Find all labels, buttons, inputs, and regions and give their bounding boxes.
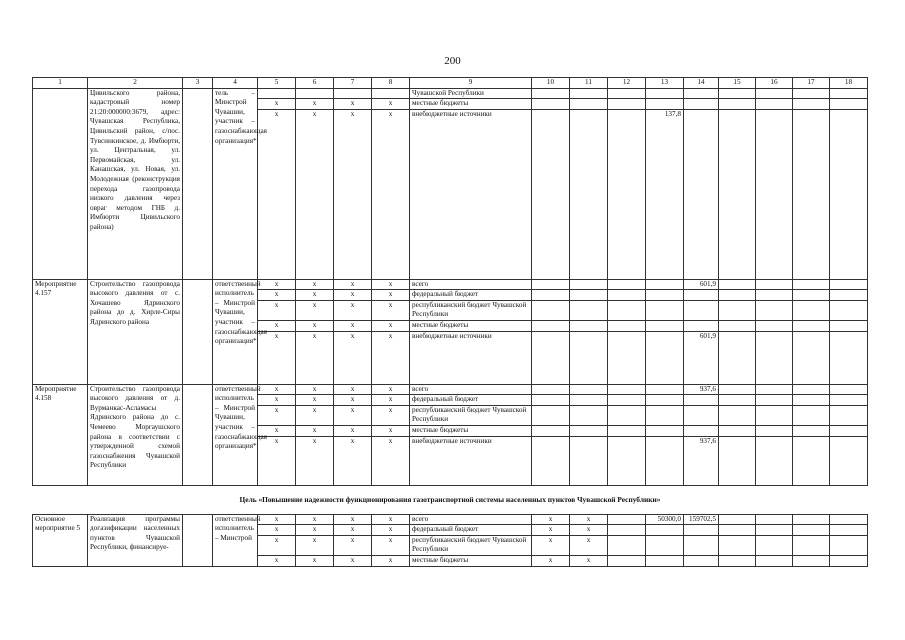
cell — [684, 88, 719, 99]
cell: x — [296, 425, 334, 436]
cell — [646, 300, 684, 320]
cell — [793, 279, 830, 290]
cell: x — [372, 436, 410, 485]
col-header: 13 — [646, 78, 684, 89]
cell — [830, 436, 868, 485]
cell — [793, 88, 830, 99]
empty-cell — [183, 88, 213, 279]
cell: x — [258, 405, 296, 425]
cell — [719, 331, 756, 384]
cell: x — [258, 535, 296, 555]
measure-number: Основное мероприятие 5 — [33, 514, 88, 566]
cell: x — [570, 525, 608, 536]
cell: x — [372, 279, 410, 290]
cell — [719, 514, 756, 525]
cell — [684, 109, 719, 279]
col-header: 12 — [608, 78, 646, 89]
funding-source: внебюджетные источники — [410, 436, 532, 485]
col-header: 10 — [532, 78, 570, 89]
cell — [830, 88, 868, 99]
cell — [532, 88, 570, 99]
cell — [608, 384, 646, 395]
cell — [756, 436, 793, 485]
cell — [830, 405, 868, 425]
cell: x — [258, 555, 296, 566]
cell: x — [372, 300, 410, 320]
empty-cell — [183, 384, 213, 485]
cell: x — [334, 555, 372, 566]
cell: x — [570, 514, 608, 525]
cell — [646, 555, 684, 566]
cell — [608, 514, 646, 525]
cell — [830, 555, 868, 566]
cell — [756, 320, 793, 331]
cell: x — [372, 535, 410, 555]
col-header: 8 — [372, 78, 410, 89]
cell — [608, 300, 646, 320]
cell — [570, 88, 608, 99]
cell: x — [258, 300, 296, 320]
cell: x — [532, 555, 570, 566]
cell: x — [296, 535, 334, 555]
cell — [532, 425, 570, 436]
cell: x — [296, 395, 334, 406]
cell — [532, 279, 570, 290]
col-header: 2 — [88, 78, 183, 89]
col-header: 14 — [684, 78, 719, 89]
cell — [684, 555, 719, 566]
cell: x — [334, 405, 372, 425]
cell — [608, 535, 646, 555]
cell — [756, 290, 793, 301]
cell: x — [296, 320, 334, 331]
cell — [646, 535, 684, 555]
cell — [646, 279, 684, 290]
cell — [830, 514, 868, 525]
col-header: 9 — [410, 78, 532, 89]
cell — [719, 279, 756, 290]
cell — [756, 109, 793, 279]
cell — [719, 535, 756, 555]
cell: x — [296, 384, 334, 395]
cell — [646, 405, 684, 425]
responsible-executor: ответственный исполнитель – Минстрой Чувашии, участник – газоснабжающая организация* — [213, 279, 258, 384]
cell — [570, 320, 608, 331]
cell — [532, 384, 570, 395]
cell — [756, 514, 793, 525]
cell — [793, 425, 830, 436]
cell: x — [532, 514, 570, 525]
budget-table — [32, 77, 868, 567]
funding-source: местные бюджеты — [410, 425, 532, 436]
cell — [608, 99, 646, 110]
cell: x — [296, 405, 334, 425]
funding-source: местные бюджеты — [410, 99, 532, 110]
funding-source: республиканский бюджет Чувашской Республики — [410, 535, 532, 555]
cell — [646, 290, 684, 301]
cell — [719, 525, 756, 536]
cell: x — [372, 514, 410, 525]
measure-description: Строительство газопровода высокого давления от д. Вурманкас-Асламасы Ядринского района до с. Чемеево Моргаушского района в соответствии с утвержденной схемой газоснабжения Чувашской Республики — [88, 384, 183, 485]
table-row — [33, 514, 868, 525]
cell — [756, 300, 793, 320]
cell: x — [372, 384, 410, 395]
cell: x — [258, 525, 296, 536]
col-header: 18 — [830, 78, 868, 89]
cell — [793, 436, 830, 485]
cell — [830, 395, 868, 406]
cell — [570, 300, 608, 320]
cell: x — [372, 320, 410, 331]
table-row — [33, 88, 868, 99]
cell — [646, 99, 684, 110]
cell: 159702,5 — [684, 514, 719, 525]
cell — [830, 320, 868, 331]
table-row — [33, 384, 868, 395]
cell — [684, 99, 719, 110]
cell — [570, 290, 608, 301]
cell — [608, 290, 646, 301]
cell: x — [258, 331, 296, 384]
cell — [793, 290, 830, 301]
funding-source: всего — [410, 514, 532, 525]
cell: x — [334, 535, 372, 555]
cell — [684, 320, 719, 331]
cell — [532, 436, 570, 485]
cell: x — [296, 514, 334, 525]
col-header: 5 — [258, 78, 296, 89]
cell: x — [372, 555, 410, 566]
cell: x — [334, 320, 372, 331]
cell — [646, 395, 684, 406]
cell — [570, 436, 608, 485]
col-header: 4 — [213, 78, 258, 89]
cell — [793, 395, 830, 406]
cell: x — [258, 384, 296, 395]
funding-source: местные бюджеты — [410, 320, 532, 331]
funding-source: всего — [410, 384, 532, 395]
cell — [570, 425, 608, 436]
cell: x — [258, 279, 296, 290]
cell — [608, 425, 646, 436]
cell — [646, 525, 684, 536]
cell — [646, 384, 684, 395]
cell — [719, 290, 756, 301]
cell — [608, 525, 646, 536]
cell — [793, 555, 830, 566]
cell: 937,6 — [684, 384, 719, 395]
cell: x — [334, 384, 372, 395]
measure-number: Мероприятие 4.158 — [33, 384, 88, 485]
cell — [756, 405, 793, 425]
cell — [756, 535, 793, 555]
cell — [793, 320, 830, 331]
cell — [719, 405, 756, 425]
cell — [646, 320, 684, 331]
cell: x — [372, 109, 410, 279]
cell — [532, 99, 570, 110]
funding-source: внебюджетные источники — [410, 331, 532, 384]
funding-source: федеральный бюджет — [410, 525, 532, 536]
cell: x — [334, 331, 372, 384]
cell — [830, 109, 868, 279]
cell — [793, 514, 830, 525]
cell: x — [258, 514, 296, 525]
cell — [646, 425, 684, 436]
cell: x — [296, 331, 334, 384]
funding-source: федеральный бюджет — [410, 395, 532, 406]
empty-cell — [183, 514, 213, 566]
measure-description: Строительство газопровода высокого давления от с. Хочашево Ядринского района до д. Хирле-Сиры Ядринского района — [88, 279, 183, 384]
cell — [719, 88, 756, 99]
cell: x — [334, 300, 372, 320]
cell — [684, 405, 719, 425]
cell — [372, 88, 410, 99]
table-row — [33, 279, 868, 290]
funding-source: Чувашской Республики — [410, 88, 532, 99]
funding-source: местные бюджеты — [410, 555, 532, 566]
cell — [756, 99, 793, 110]
cell: x — [372, 331, 410, 384]
cell — [719, 99, 756, 110]
cell: x — [296, 436, 334, 485]
cell: x — [334, 290, 372, 301]
col-header: 3 — [183, 78, 213, 89]
cell: x — [334, 109, 372, 279]
cell: x — [258, 99, 296, 110]
cell — [719, 300, 756, 320]
cell: x — [258, 109, 296, 279]
cell — [830, 99, 868, 110]
cell — [608, 320, 646, 331]
cell: x — [334, 436, 372, 485]
cell — [793, 109, 830, 279]
cell — [793, 99, 830, 110]
funding-source: всего — [410, 279, 532, 290]
cell — [756, 331, 793, 384]
col-header: 1 — [33, 78, 88, 89]
measure-number: Мероприятие 4.157 — [33, 279, 88, 384]
cell — [684, 300, 719, 320]
cell: x — [296, 109, 334, 279]
cell — [532, 395, 570, 406]
cell — [608, 555, 646, 566]
responsible-executor: тель – Минстрой Чувашии, участник – газоснабжающая организация* — [213, 88, 258, 279]
cell: x — [258, 320, 296, 331]
cell — [608, 436, 646, 485]
cell: x — [296, 279, 334, 290]
cell — [608, 331, 646, 384]
funding-source: внебюджетные источники — [410, 109, 532, 279]
cell: x — [258, 290, 296, 301]
cell: x — [258, 425, 296, 436]
cell: x — [532, 535, 570, 555]
cell — [258, 88, 296, 99]
cell: 601,9 — [684, 279, 719, 290]
cell — [532, 109, 570, 279]
cell — [830, 535, 868, 555]
cell: x — [296, 99, 334, 110]
cell — [793, 525, 830, 536]
cell — [830, 290, 868, 301]
cell — [793, 300, 830, 320]
cell — [532, 405, 570, 425]
cell: x — [334, 525, 372, 536]
cell — [793, 384, 830, 395]
col-header: 7 — [334, 78, 372, 89]
cell — [646, 88, 684, 99]
cell: x — [258, 436, 296, 485]
cell — [570, 384, 608, 395]
funding-source: республиканский бюджет Чувашской Республики — [410, 300, 532, 320]
cell: x — [296, 525, 334, 536]
cell — [608, 395, 646, 406]
responsible-executor: ответственный исполнитель – Минстрой — [213, 514, 258, 566]
cell — [684, 425, 719, 436]
cell — [830, 279, 868, 290]
cell: x — [570, 555, 608, 566]
cell: x — [296, 300, 334, 320]
cell — [756, 525, 793, 536]
measure-description: Цивильского района, кадастровый номер 21:20:000000:3679, адрес: Чувашская Республика, Цивильский район, с/пос. Тувсинкинское, д. Имбюрти, ул. Центральная, ул. Первомайская, ул. Канашская, ул. Новая, ул. Молодежная (реконструкция перехода газопровода низкого давления через овраг методом ГНБ д. Имбюрти Цивильского района) — [88, 88, 183, 279]
cell: x — [372, 290, 410, 301]
cell: x — [296, 290, 334, 301]
page-number: 200 — [444, 55, 461, 67]
cell — [684, 535, 719, 555]
cell — [608, 279, 646, 290]
cell — [296, 88, 334, 99]
cell: x — [334, 395, 372, 406]
cell — [719, 555, 756, 566]
col-header: 16 — [756, 78, 793, 89]
goal-heading: Цель «Повышение надежности функционирования газотранспортной системы населенных пунктов Чувашской Республики» — [33, 485, 868, 514]
cell — [830, 331, 868, 384]
cell — [719, 320, 756, 331]
cell: x — [258, 395, 296, 406]
cell: x — [372, 425, 410, 436]
goal-row — [33, 485, 868, 514]
cell — [756, 384, 793, 395]
cell: 50300,0 — [646, 514, 684, 525]
cell — [719, 436, 756, 485]
cell — [719, 425, 756, 436]
cell — [719, 395, 756, 406]
cell — [532, 320, 570, 331]
cell — [570, 279, 608, 290]
cell — [719, 384, 756, 395]
cell — [570, 405, 608, 425]
cell — [793, 535, 830, 555]
measure-cell — [33, 88, 88, 279]
cell — [793, 331, 830, 384]
cell — [532, 331, 570, 384]
cell: 137,8 — [646, 109, 684, 279]
cell: x — [372, 525, 410, 536]
measure-description: Реализация программы догазификации населенных пунктов Чувашской Республики, финансируе- — [88, 514, 183, 566]
cell: x — [296, 555, 334, 566]
cell — [608, 88, 646, 99]
responsible-executor: ответственный исполнитель – Минстрой Чувашии, участник – газоснабжающая организация* — [213, 384, 258, 485]
cell — [532, 300, 570, 320]
cell — [334, 88, 372, 99]
col-header: 11 — [570, 78, 608, 89]
cell — [570, 109, 608, 279]
cell — [793, 405, 830, 425]
cell — [570, 331, 608, 384]
cell: x — [372, 99, 410, 110]
cell — [646, 436, 684, 485]
cell — [719, 109, 756, 279]
empty-cell — [183, 279, 213, 384]
cell — [756, 395, 793, 406]
cell — [608, 109, 646, 279]
cell — [830, 384, 868, 395]
col-header: 6 — [296, 78, 334, 89]
cell — [830, 525, 868, 536]
cell — [608, 405, 646, 425]
cell: x — [532, 525, 570, 536]
cell: 937,6 — [684, 436, 719, 485]
cell: x — [570, 535, 608, 555]
cell: x — [334, 99, 372, 110]
cell: x — [334, 514, 372, 525]
cell — [684, 395, 719, 406]
cell — [646, 331, 684, 384]
cell — [756, 555, 793, 566]
column-number-row — [33, 78, 868, 89]
col-header: 17 — [793, 78, 830, 89]
cell — [830, 300, 868, 320]
cell: x — [372, 405, 410, 425]
cell — [756, 425, 793, 436]
cell — [684, 525, 719, 536]
cell — [756, 88, 793, 99]
cell — [830, 425, 868, 436]
cell — [756, 279, 793, 290]
cell — [532, 290, 570, 301]
cell: 601,9 — [684, 331, 719, 384]
funding-source: федеральный бюджет — [410, 290, 532, 301]
col-header: 15 — [719, 78, 756, 89]
funding-source: республиканский бюджет Чувашской Республики — [410, 405, 532, 425]
cell — [570, 99, 608, 110]
cell: x — [334, 425, 372, 436]
cell — [570, 395, 608, 406]
cell — [684, 290, 719, 301]
cell: x — [372, 395, 410, 406]
cell: x — [334, 279, 372, 290]
